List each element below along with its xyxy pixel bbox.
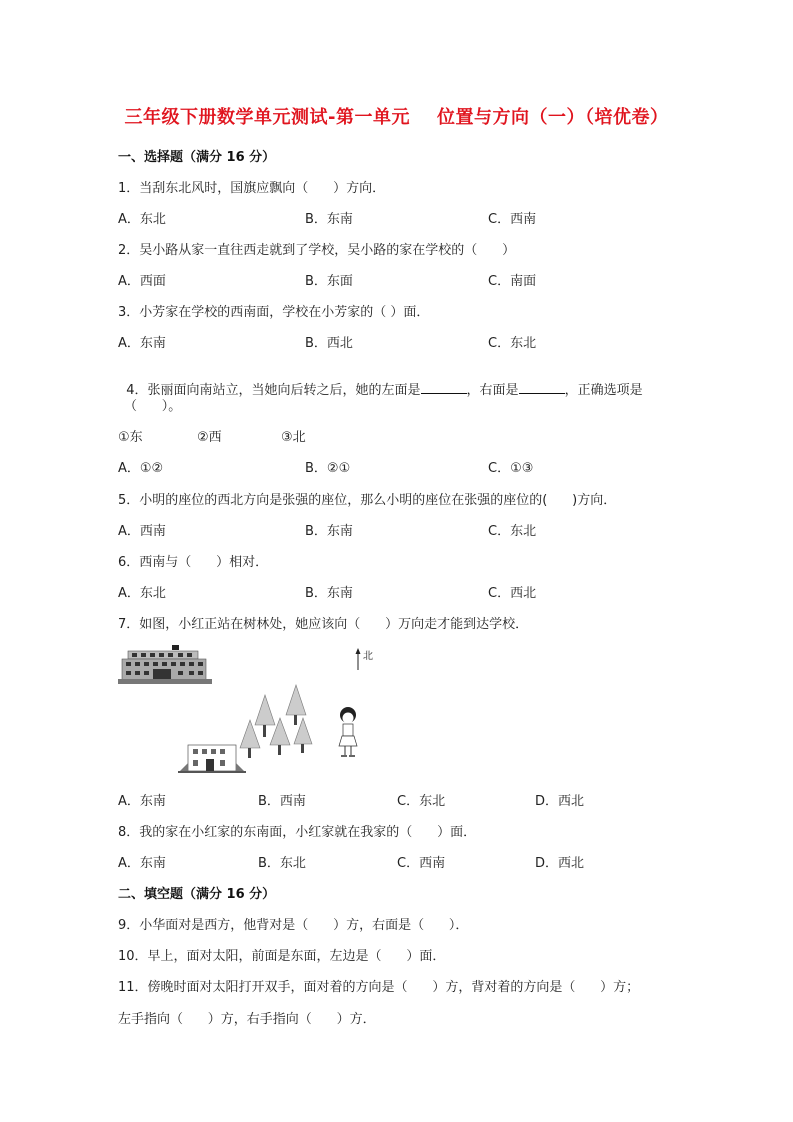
- question-3: 3．小芳家在学校的西南面，学校在小芳家的（ ）面．: [118, 305, 430, 320]
- question-7: 7．如图，小红正站在树林处，她应该向（ ）万向走才能到达学校．: [118, 617, 529, 632]
- q7-option-b[interactable]: B．西南: [258, 794, 306, 809]
- q8-option-a[interactable]: A．东南: [118, 856, 166, 871]
- q5-option-c[interactable]: C．东北: [488, 524, 537, 539]
- q5-option-b[interactable]: B．东南: [305, 524, 353, 539]
- q4-text-c: ，正确选项是: [564, 383, 643, 398]
- q4-choice-1: ①东: [118, 430, 143, 445]
- page-title: 三年级下册数学单元测试-第一单元 位置与方向（一）（培优卷）: [124, 107, 669, 128]
- q7-option-d[interactable]: D．西北: [535, 794, 585, 809]
- q8-option-b[interactable]: B．东北: [258, 856, 306, 871]
- north-label: 北: [363, 651, 373, 662]
- q7-option-a[interactable]: A．东南: [118, 794, 166, 809]
- q3-option-a[interactable]: A．东南: [118, 336, 166, 351]
- q3-option-c[interactable]: C．东北: [488, 336, 537, 351]
- q6-option-a[interactable]: A．东北: [118, 586, 166, 601]
- q2-option-c[interactable]: C．南面: [488, 274, 537, 289]
- q1-option-c[interactable]: C．西南: [488, 212, 537, 227]
- school-building-icon: [118, 645, 212, 684]
- q4-choice-2: ②西: [197, 430, 222, 445]
- question-9: 9．小华面对是西方，他背对是（ ）方，右面是（ ）．: [118, 918, 469, 933]
- girl-xiaohong-icon: [339, 707, 357, 756]
- question-4: [118, 364, 643, 398]
- q4-option-c[interactable]: C．①③: [488, 461, 534, 476]
- question-8: 8．我的家在小红家的东南面，小红家就在我家的（ ）面．: [118, 825, 477, 840]
- house-icon: [178, 745, 246, 773]
- q4-option-b[interactable]: B．②①: [305, 461, 351, 476]
- question-10: 10．早上，面对太阳，前面是东面，左边是（ ）面．: [118, 949, 446, 964]
- section-heading-fill: 二、填空题（满分 16 分）: [118, 887, 276, 902]
- q4-blank-right: [519, 381, 565, 394]
- q2-option-a[interactable]: A．西面: [118, 274, 166, 289]
- question-5: 5．小明的座位的西北方向是张强的座位，那么小明的座位在张强的座位的( )方向．: [118, 493, 617, 508]
- q1-option-b[interactable]: B．东南: [305, 212, 353, 227]
- q4-blank-left: [421, 381, 467, 394]
- q4-text-a: 4．张丽面向南站立，当她向后转之后，她的左面是: [126, 383, 421, 398]
- q6-option-c[interactable]: C．西北: [488, 586, 537, 601]
- q4-text-b: ，右面是: [466, 383, 519, 398]
- q4-choice-3: ③北: [281, 430, 306, 445]
- question-2: 2．吴小路从家一直往西走就到了学校，吴小路的家在学校的（ ）: [118, 243, 516, 258]
- map-figure: [118, 645, 388, 775]
- q3-option-b[interactable]: B．西北: [305, 336, 353, 351]
- q6-option-b[interactable]: B．东南: [305, 586, 353, 601]
- question-6: 6．西南与（ ）相对．: [118, 555, 269, 570]
- q1-option-a[interactable]: A．东北: [118, 212, 166, 227]
- q4-continuation: （ ）。: [124, 399, 182, 414]
- q8-option-c[interactable]: C．西南: [397, 856, 446, 871]
- section-heading-choice: 一、选择题（满分 16 分）: [118, 150, 276, 165]
- q2-option-b[interactable]: B．东面: [305, 274, 353, 289]
- north-arrow-icon: [356, 648, 361, 670]
- q8-option-d[interactable]: D．西北: [535, 856, 585, 871]
- q5-option-a[interactable]: A．西南: [118, 524, 166, 539]
- question-11-continuation: 左手指向（ ）方，右手指向（ ）方．: [118, 1012, 376, 1027]
- q7-option-c[interactable]: C．东北: [397, 794, 446, 809]
- question-11: 11．傍晚时面对太阳打开双手，面对着的方向是（ ）方，背对着的方向是（ ）方；: [118, 980, 640, 995]
- trees-icon: [240, 685, 312, 758]
- q4-option-a[interactable]: A．①②: [118, 461, 164, 476]
- question-1: 1．当刮东北风时，国旗应飘向（ ）方向．: [118, 181, 386, 196]
